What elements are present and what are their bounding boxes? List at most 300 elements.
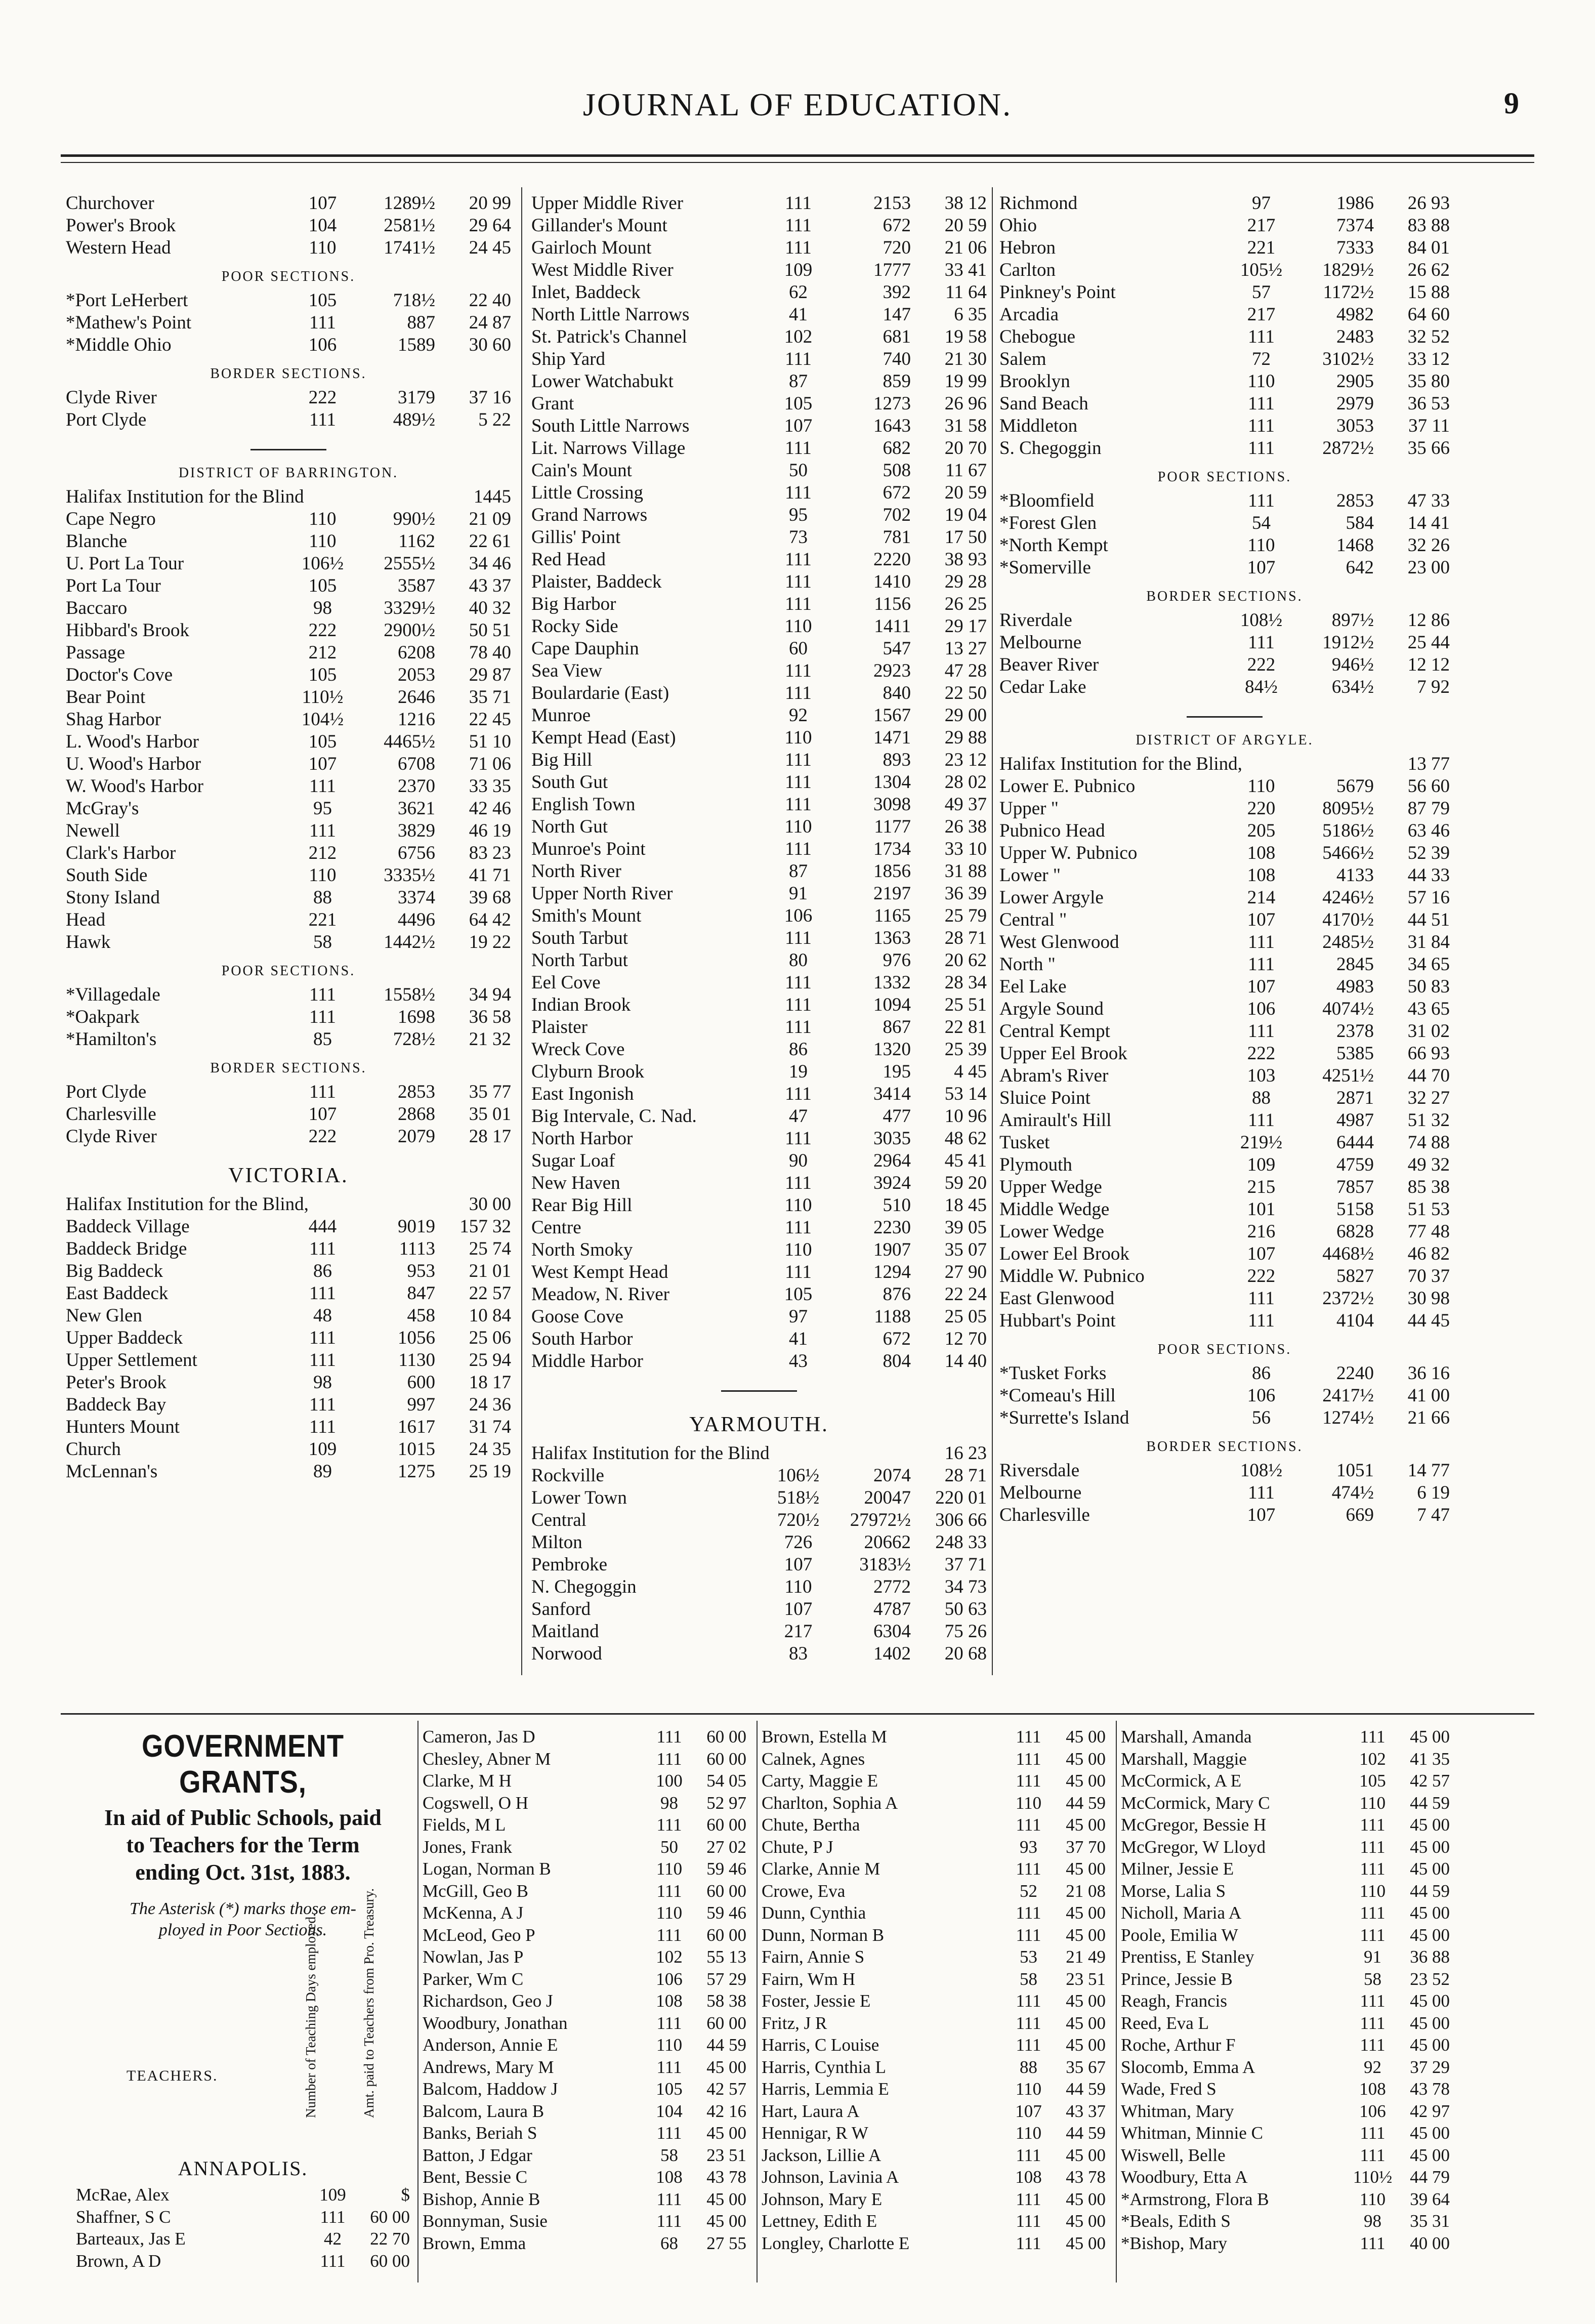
grant-amount: 21 09 <box>469 509 511 529</box>
section-name: *Comeau's Hill <box>999 1385 1116 1406</box>
aggregate-attendance: 2197 <box>873 883 911 904</box>
days-employed: 111 <box>309 409 336 430</box>
section-name: Melbourne <box>999 1482 1082 1503</box>
teachers-column-heading: TEACHERS. <box>127 2067 218 2084</box>
teacher-row <box>1121 2166 1450 2188</box>
teacher-row <box>762 2012 1106 2035</box>
teaching-days: 42 <box>324 2229 342 2249</box>
section-row <box>66 289 511 312</box>
teacher-name: Prentiss, E Stanley <box>1121 1947 1254 1967</box>
aggregate-attendance: 2923 <box>873 660 911 681</box>
days-employed: 726 <box>784 1532 813 1553</box>
aggregate-attendance: 2240 <box>1336 1363 1374 1384</box>
section-name: Power's Brook <box>66 215 176 236</box>
grant-amount: 12 12 <box>1407 654 1450 675</box>
teacher-row <box>762 1968 1106 1990</box>
aggregate-attendance: 8095½ <box>1322 798 1374 819</box>
aggregate-attendance: 4759 <box>1336 1154 1374 1175</box>
teacher-row <box>423 2144 746 2167</box>
days-employed: 107 <box>1247 976 1276 997</box>
teacher-name: Logan, Norman B <box>423 1859 551 1879</box>
aggregate-attendance: 1912½ <box>1322 632 1374 653</box>
section-row <box>999 237 1450 259</box>
teacher-row <box>423 1858 746 1880</box>
teacher-name: Johnson, Mary E <box>762 2189 883 2209</box>
section-name: Sand Beach <box>999 393 1088 414</box>
teacher-name: McGill, Geo B <box>423 1881 529 1901</box>
section-row <box>531 504 987 526</box>
grant-amount: 50 83 <box>1407 976 1450 997</box>
grant-amount: 45 41 <box>944 1150 987 1171</box>
aggregate-attendance: 720 <box>883 237 911 258</box>
aggregate-attendance: 990½ <box>393 509 435 529</box>
aggregate-attendance: 147 <box>883 304 911 325</box>
teacher-name: McCormick, A E <box>1121 1771 1242 1791</box>
days-employed: 110 <box>1247 535 1275 556</box>
teaching-days: 111 <box>1360 2013 1386 2033</box>
section-row <box>66 619 511 642</box>
aggregate-attendance: 2853 <box>398 1082 435 1102</box>
aggregate-attendance: 1172½ <box>1323 282 1374 303</box>
days-employed: 111 <box>785 772 812 793</box>
days-employed: 106 <box>308 335 337 355</box>
teacher-name: Nowlan, Jas P <box>423 1947 524 1967</box>
teaching-days: 111 <box>1360 1991 1386 2011</box>
aggregate-attendance: 3183½ <box>859 1554 911 1575</box>
days-employed: 84½ <box>1245 677 1278 697</box>
institution-name: Halifax Institution for the Blind <box>66 486 304 507</box>
teacher-name: Cameron, Jas D <box>423 1727 535 1747</box>
column-2 <box>531 192 987 1665</box>
amount-paid: 42 57 <box>1410 1771 1450 1791</box>
section-row <box>531 1621 987 1643</box>
grant-amount: 34 94 <box>469 984 511 1005</box>
teaching-days: 106 <box>656 1969 683 1989</box>
teaching-days: 111 <box>1016 2013 1041 2033</box>
aggregate-attendance: 672 <box>883 215 911 236</box>
section-name: Cape Negro <box>66 509 156 529</box>
grant-amount: 37 11 <box>1408 416 1450 436</box>
section-name: New Haven <box>531 1173 620 1193</box>
aggregate-attendance: 1274½ <box>1322 1407 1374 1428</box>
aggregate-attendance: 4468½ <box>1322 1243 1374 1264</box>
section-row <box>999 798 1450 820</box>
teacher-row <box>762 2100 1106 2123</box>
section-name: Upper North River <box>531 883 673 904</box>
grant-amount: 31 58 <box>944 416 987 436</box>
section-row <box>531 1509 987 1531</box>
section-name: South Side <box>66 865 148 886</box>
section-name: Central " <box>999 909 1067 930</box>
aggregate-attendance: 7333 <box>1336 237 1374 258</box>
amount-paid: 45 00 <box>1066 1903 1106 1923</box>
teaching-days: 110 <box>1359 1881 1386 1901</box>
teaching-days: 111 <box>1016 2211 1041 2231</box>
teacher-row <box>1121 1902 1450 1924</box>
days-employed: 50 <box>789 460 808 481</box>
days-employed: 95 <box>789 505 808 525</box>
section-name: Churchover <box>66 193 154 214</box>
grant-amount: 78 40 <box>469 642 511 663</box>
section-heading: BORDER SECTIONS. <box>210 1060 367 1076</box>
section-row <box>531 727 987 749</box>
section-name: East Glenwood <box>999 1288 1115 1309</box>
teacher-name: Slocomb, Emma A <box>1121 2057 1255 2077</box>
aggregate-attendance: 1829½ <box>1322 260 1374 280</box>
teaching-days: 111 <box>1360 1727 1386 1747</box>
grant-amount: 18 45 <box>944 1195 987 1216</box>
section-row <box>999 609 1450 632</box>
days-employed: 105 <box>784 393 813 414</box>
column-rule-1 <box>521 187 522 1675</box>
section-name: Cape Dauphin <box>531 638 639 659</box>
aggregate-attendance: 1741½ <box>384 237 435 258</box>
grant-amount: 26 62 <box>1407 260 1450 280</box>
teacher-row <box>423 2122 746 2144</box>
teaching-days: 111 <box>1360 1837 1386 1857</box>
grants-subtitle <box>76 1804 410 1886</box>
days-employed: 111 <box>1248 1310 1275 1331</box>
section-name: Upper Settlement <box>66 1350 197 1371</box>
section-row <box>66 1103 511 1126</box>
days-employed: 111 <box>785 794 812 815</box>
days-employed: 110 <box>309 509 337 529</box>
section-row <box>531 1328 987 1350</box>
aggregate-attendance: 6208 <box>398 642 435 663</box>
teacher-row <box>423 2188 746 2211</box>
section-name: Smith's Mount <box>531 905 642 926</box>
days-employed: 105½ <box>1240 260 1283 280</box>
section-row <box>531 237 987 259</box>
teacher-row <box>423 1836 746 1858</box>
section-row <box>531 1598 987 1621</box>
teacher-row <box>762 2188 1106 2211</box>
teacher-row <box>762 1836 1106 1858</box>
days-employed: 102 <box>784 326 813 347</box>
section-row <box>531 1261 987 1283</box>
teacher-row <box>762 1792 1106 1814</box>
aggregate-attendance: 5827 <box>1336 1266 1374 1286</box>
teacher-name: Harris, Lemmia E <box>762 2079 889 2099</box>
aggregate-attendance: 1856 <box>873 861 911 882</box>
grant-amount: 21 30 <box>944 349 987 369</box>
grant-amount: 47 33 <box>1407 490 1450 511</box>
section-name: Bear Point <box>66 687 146 708</box>
section-row <box>999 1176 1450 1198</box>
days-employed: 111 <box>785 972 812 993</box>
teacher-row <box>762 1902 1106 1924</box>
aggregate-attendance: 1471 <box>873 727 911 748</box>
teacher-row <box>423 1814 746 1836</box>
days-employed: 111 <box>785 349 812 369</box>
grant-amount: 12 86 <box>1407 610 1450 631</box>
teaching-days: 110 <box>1359 1793 1386 1813</box>
grant-amount: 50 63 <box>944 1599 987 1620</box>
section-name: Central Kempt <box>999 1021 1110 1042</box>
grant-amount: 52 39 <box>1407 843 1450 863</box>
days-employed: 444 <box>308 1216 337 1237</box>
amount-column-heading <box>352 1888 387 2118</box>
teacher-name: Balcom, Laura B <box>423 2101 544 2121</box>
aggregate-attendance: 1162 <box>398 531 435 552</box>
teaching-days: 111 <box>656 2189 682 2209</box>
section-row <box>999 490 1450 512</box>
days-employed: 111 <box>309 1007 336 1027</box>
section-row <box>999 393 1450 415</box>
days-employed: 111 <box>785 660 812 681</box>
section-row <box>66 508 511 530</box>
teacher-name: Charlton, Sophia A <box>762 1793 898 1813</box>
days-employed: 111 <box>309 1417 336 1437</box>
grants-subtitle-line: to Teachers for the Term <box>126 1833 360 1857</box>
column-rule-2 <box>992 187 993 1675</box>
aggregate-attendance: 4787 <box>873 1599 911 1620</box>
days-employed: 87 <box>789 371 808 392</box>
amount-paid: 60 00 <box>706 1749 746 1769</box>
section-name: Red Head <box>531 549 606 570</box>
teaching-days: 111 <box>1016 2035 1041 2055</box>
section-row <box>66 334 511 356</box>
section-name: McGray's <box>66 798 139 819</box>
grant-amount: 19 58 <box>944 326 987 347</box>
grant-amount: 49 32 <box>1407 1154 1450 1175</box>
aggregate-attendance: 2483 <box>1336 326 1374 347</box>
grant-amount: 38 12 <box>944 193 987 214</box>
section-name: Pinkney's Point <box>999 282 1116 303</box>
grant-amount: 6 35 <box>954 304 987 325</box>
section-row <box>999 632 1450 654</box>
teaching-days: 111 <box>1360 1859 1386 1879</box>
section-name: Indian Brook <box>531 994 631 1015</box>
section-name: Munroe <box>531 705 591 726</box>
aggregate-attendance: 1289½ <box>384 193 435 214</box>
days-employed: 111 <box>309 820 336 841</box>
amount-paid: 42 16 <box>706 2101 746 2121</box>
days-employed: 105 <box>784 1284 813 1305</box>
days-employed: 111 <box>1248 438 1275 459</box>
grant-amount: 63 46 <box>1407 820 1450 841</box>
days-employed: 108½ <box>1240 610 1283 631</box>
amount-paid: 60 00 <box>706 1727 746 1747</box>
aggregate-attendance: 3102½ <box>1322 349 1374 369</box>
aggregate-attendance: 1113 <box>399 1238 435 1259</box>
grant-amount: 32 52 <box>1407 326 1450 347</box>
days-employed: 106 <box>784 905 813 926</box>
section-name: St. Patrick's Channel <box>531 326 687 347</box>
teaching-days: 58 <box>1020 1969 1037 1989</box>
section-row <box>531 281 987 304</box>
section-row <box>999 1362 1450 1385</box>
amount-paid: 37 29 <box>1410 2057 1450 2077</box>
column-3 <box>999 192 1450 1526</box>
days-employed: 72 <box>1252 349 1271 369</box>
days-employed: 222 <box>308 1126 337 1147</box>
teacher-row <box>423 1792 746 1814</box>
teaching-days: 110½ <box>1353 2167 1393 2187</box>
teacher-row <box>76 2206 410 2228</box>
section-name: Shag Harbor <box>66 709 161 730</box>
aggregate-attendance: 4496 <box>398 909 435 930</box>
amount-paid: 45 00 <box>1066 1749 1106 1769</box>
aggregate-attendance: 1177 <box>874 816 911 837</box>
days-employed: 43 <box>789 1351 808 1372</box>
teacher-name: McGregor, Bessie H <box>1121 1815 1267 1835</box>
section-row <box>999 557 1450 579</box>
amount-paid: 45 00 <box>1410 1903 1450 1923</box>
grant-amount: 25 44 <box>1407 632 1450 653</box>
grant-amount: 44 45 <box>1407 1310 1450 1331</box>
teacher-name: Poole, Emilia W <box>1121 1925 1238 1945</box>
days-employed: 105 <box>308 290 337 311</box>
aggregate-attendance: 600 <box>407 1372 435 1393</box>
days-employed: 54 <box>1252 513 1271 533</box>
teaching-days: 105 <box>1359 1771 1386 1791</box>
section-row <box>999 1065 1450 1087</box>
teacher-row <box>762 1726 1106 1748</box>
aggregate-attendance: 718½ <box>393 290 435 311</box>
teaching-days: 50 <box>660 1837 678 1857</box>
section-row <box>531 615 987 638</box>
days-employed: 111 <box>1248 1482 1275 1503</box>
teacher-row <box>1121 2144 1450 2167</box>
section-name: Head <box>66 909 106 930</box>
days-employed: 101 <box>1247 1199 1276 1220</box>
section-row <box>66 909 511 931</box>
days-employed: 103 <box>1247 1065 1276 1086</box>
aggregate-attendance: 867 <box>883 1017 911 1038</box>
teacher-row <box>76 2250 410 2272</box>
teacher-row <box>423 2056 746 2079</box>
grant-amount: 21 06 <box>944 237 987 258</box>
teacher-name: Richardson, Geo J <box>423 1991 553 2011</box>
amount-paid: 45 00 <box>1410 1837 1450 1857</box>
grant-amount: 29 88 <box>944 727 987 748</box>
days-employed: 110½ <box>302 687 344 708</box>
days-employed: 110 <box>309 865 337 886</box>
section-name: Lower Eel Brook <box>999 1243 1129 1264</box>
section-heading: POOR SECTIONS. <box>221 963 356 979</box>
grant-amount: 28 02 <box>944 772 987 793</box>
teacher-row <box>423 1726 746 1748</box>
section-name: Church <box>66 1439 121 1460</box>
section-heading: BORDER SECTIONS. <box>210 366 367 382</box>
days-employed: 89 <box>313 1461 332 1482</box>
grant-amount: 22 81 <box>944 1017 987 1038</box>
grant-amount: 10 84 <box>469 1305 511 1326</box>
amount-paid: 43 37 <box>1066 2101 1106 2121</box>
grant-amount: 22 45 <box>469 709 511 730</box>
days-employed: 104 <box>308 215 337 236</box>
section-row <box>999 1482 1450 1504</box>
aggregate-attendance: 1216 <box>398 709 435 730</box>
section-row <box>66 984 511 1006</box>
aggregate-attendance: 2845 <box>1336 954 1374 975</box>
section-row <box>66 215 511 237</box>
section-row <box>66 1372 511 1394</box>
amount-paid: 45 00 <box>1410 2145 1450 2165</box>
header-rule-thick <box>61 154 1534 157</box>
section-heading: DISTRICT OF BARRINGTON. <box>178 465 399 481</box>
days-employed: 41 <box>789 1329 808 1349</box>
section-name: Amirault's Hill <box>999 1110 1112 1131</box>
section-name: Lower Argyle <box>999 887 1104 908</box>
aggregate-attendance: 6708 <box>398 754 435 774</box>
teacher-row <box>423 2078 746 2100</box>
amount-paid: 58 38 <box>706 1991 746 2011</box>
teacher-name: Woodbury, Jonathan <box>423 2013 568 2033</box>
grant-amount: 39 05 <box>944 1217 987 1238</box>
grant-amount: 20 59 <box>944 215 987 236</box>
days-employed: 98 <box>313 1372 332 1393</box>
grant-amount: 34 73 <box>944 1576 987 1597</box>
days-employed: 111 <box>1248 1110 1275 1131</box>
days-employed: 222 <box>1247 654 1276 675</box>
section-row <box>66 842 511 864</box>
amount-paid: 45 00 <box>1066 1727 1106 1747</box>
teacher-name: Clarke, M H <box>423 1771 512 1791</box>
grant-amount: 28 71 <box>944 928 987 948</box>
section-row <box>531 1083 987 1105</box>
teacher-name: Fairn, Annie S <box>762 1947 865 1967</box>
section-name: Little Crossing <box>531 482 643 503</box>
grant-amount: 29 28 <box>944 571 987 592</box>
teaching-days: 58 <box>1364 1969 1381 1989</box>
aggregate-attendance: 2868 <box>398 1104 435 1125</box>
days-employed: 80 <box>789 950 808 971</box>
section-name: Plymouth <box>999 1154 1072 1175</box>
aggregate-attendance: 510 <box>883 1195 911 1216</box>
page-title: JOURNAL OF EDUCATION. <box>582 87 1013 122</box>
days-employed: 220 <box>1247 798 1276 819</box>
grant-amount: 85 38 <box>1407 1177 1450 1197</box>
teacher-row <box>76 2184 410 2206</box>
aggregate-attendance: 4104 <box>1336 1310 1374 1331</box>
days-employed: 19 <box>789 1061 808 1082</box>
days-employed: 111 <box>785 482 812 503</box>
days-employed: 221 <box>308 909 337 930</box>
teacher-row <box>762 1990 1106 2012</box>
aggregate-attendance: 2872½ <box>1322 438 1374 459</box>
teacher-name: Barteaux, Jas E <box>76 2229 186 2249</box>
teacher-row <box>423 2034 746 2056</box>
amount-paid: 45 00 <box>1066 1925 1106 1945</box>
teaching-days: 111 <box>656 2211 682 2231</box>
days-employed: 111 <box>309 1283 336 1304</box>
aggregate-attendance: 3053 <box>1336 416 1374 436</box>
teaching-days: 111 <box>320 2251 346 2271</box>
section-row <box>999 534 1450 557</box>
grant-amount: 66 93 <box>1407 1043 1450 1064</box>
section-row <box>999 370 1450 393</box>
amount-paid: 60 00 <box>706 1815 746 1835</box>
teacher-row <box>762 1946 1106 1968</box>
section-row <box>999 215 1450 237</box>
teaching-days: 111 <box>1016 1771 1041 1791</box>
teacher-name: Banks, Beriah S <box>423 2123 537 2143</box>
section-row <box>66 192 511 215</box>
teaching-days: 102 <box>656 1947 683 1967</box>
section-name: North Harbor <box>531 1128 633 1149</box>
aggregate-attendance: 3374 <box>398 887 435 908</box>
grant-amount: 37 16 <box>469 387 511 408</box>
days-employed: 108½ <box>1240 1460 1283 1481</box>
teaching-days: 58 <box>660 2145 678 2165</box>
aggregate-attendance: 2370 <box>398 776 435 797</box>
days-employed: 109 <box>1247 1154 1276 1175</box>
aggregate-attendance: 1410 <box>873 571 911 592</box>
teacher-name: Bonnyman, Susie <box>423 2211 548 2231</box>
grant-amount: 25 94 <box>469 1350 511 1371</box>
